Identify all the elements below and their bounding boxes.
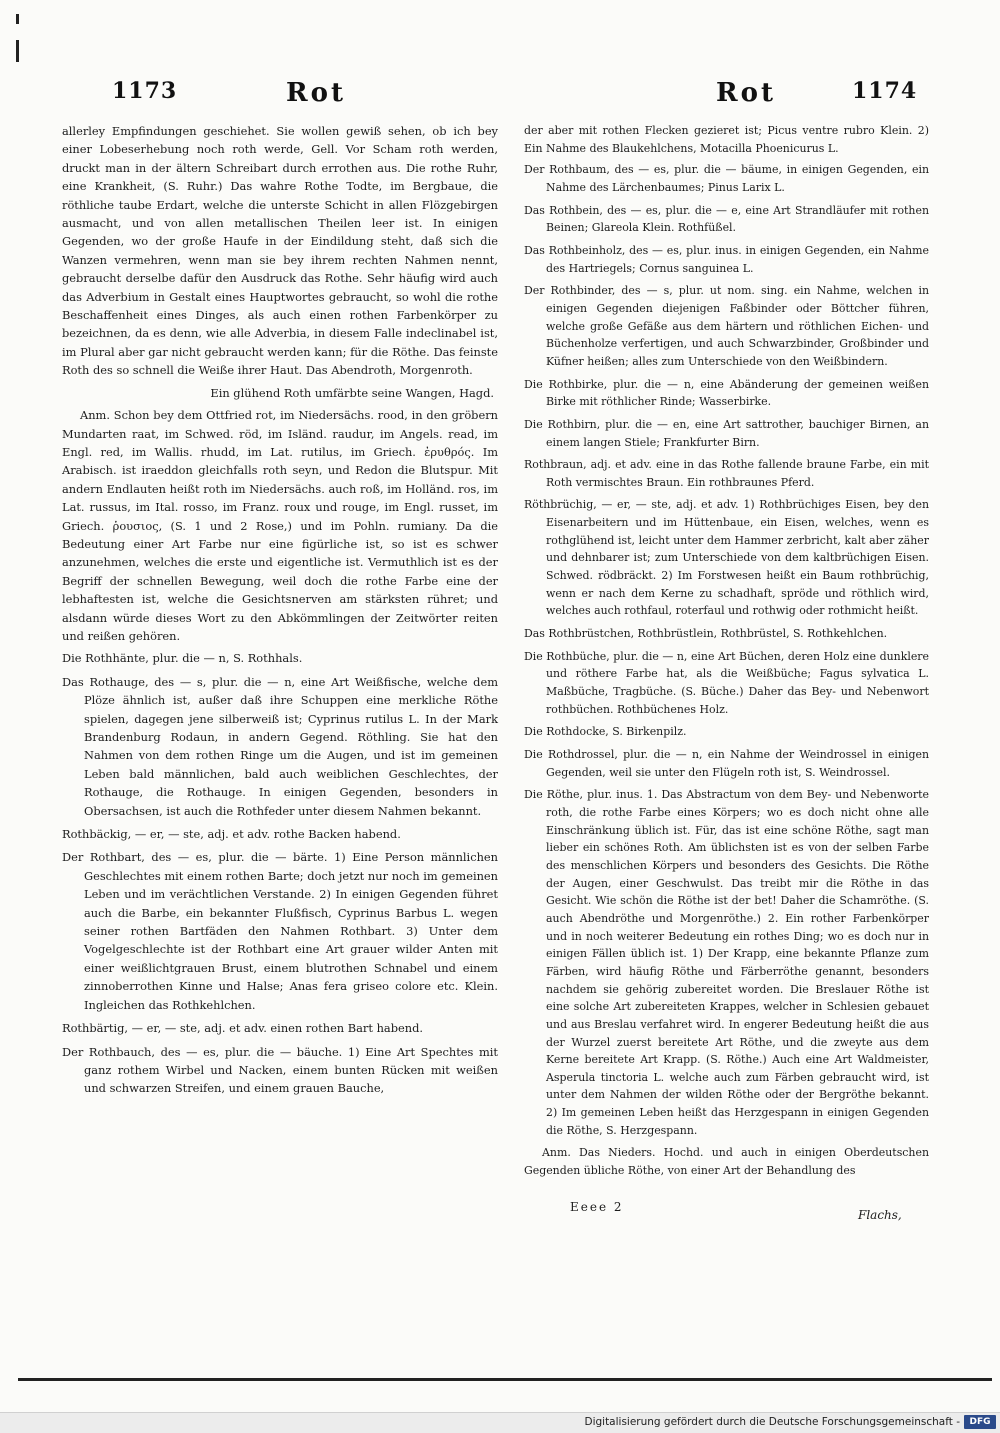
left-headword: Rot — [286, 78, 346, 108]
left-column-entry-paragraph: Rothbäckig, — er, — ste, adj. et adv. rothe Backen habend. — [62, 827, 401, 842]
right-column-entry-paragraph: Das Rothbeinholz, des — es, plur. inus. in einigen Gegenden, ein Nahme des Hartriegels; Cornus sanguinea L. — [524, 243, 929, 275]
left-column-quote-paragraph: Ein glühend Roth umfärbte seine Wangen, Hagd. — [210, 385, 494, 400]
dfg-logo-icon: DFG — [964, 1415, 996, 1429]
left-column-entry-paragraph: Der Rothbauch, des — es, plur. die — bäuche. 1) Eine Art Spechtes mit ganz rothem Wirbel und Nacken, einem bunten Rücken mit weißen und schwarzen Streifen, und einem grauen Bauche, — [62, 1044, 498, 1096]
right-column-indent-paragraph: Anm. Das Nieders. Hochd. und auch in einigen Oberdeutschen Gegenden übliche Röthe, von einer Art der Behandlung des — [524, 1146, 929, 1178]
left-column-entry-paragraph: Rothbärtig, — er, — ste, adj. et adv. einen rothen Bart habend. — [62, 1021, 423, 1036]
binding-mark-top — [16, 14, 19, 24]
left-column-entry-paragraph: Das Rothauge, des — s, plur. die — n, eine Art Weißfische, welche dem Plöze ähnlich ist, außer daß ihre Schuppen eine merkliche Röthe spielen, dagegen jene silberweiß ist; Cyprinus rutilus L. In der Mark Brandenburg Rodaun, in andern Gegend. Röthling. Sie hat den Nahmen von dem rothen Ringe um die Augen, und ist im gemeinen Leben bald männlichen, bald auch weiblichen Geschlechtes, der Rothauge, die Rothauge. In einigen Gegenden, besonders in Obersachsen, ist auch die Rothfeder unter diesem Nahmen bekannt. — [62, 674, 498, 818]
right-headword: Rot — [716, 78, 776, 108]
right-column-entry-paragraph: Die Rothbirn, plur. die — en, eine Art sattrother, bauchiger Birnen, an einem langen Stiele; Frankfurter Birn. — [524, 417, 929, 449]
right-column — [524, 122, 929, 1184]
signature-mark: Eeee 2 — [570, 1200, 624, 1214]
right-column-cont-paragraph: der aber mit rothen Flecken gezieret ist; Picus ventre rubro Klein. 2) Ein Nahme des Blaukehlchens, Motacilla Phoenicurus L. — [524, 124, 929, 155]
right-column-entry-paragraph: Die Rothdocke, S. Birkenpilz. — [524, 725, 687, 739]
right-column-entry-paragraph: Die Rothdrossel, plur. die — n, ein Nahme der Weindrossel in einigen Gegenden, weil sie unter den Flügeln roth ist, S. Weindrossel. — [524, 748, 929, 779]
left-column-entry-paragraph: Der Rothbart, des — es, plur. die — bärte. 1) Eine Person männlichen Geschlechtes mit einem rothen Barte; doch jetzt nur noch im gemeinen Leben und im verächtlichen Verstande. 2) In einigen Gegenden führet auch die Barbe, ein bekannter Flußfisch, Cyprinus Barbus L. wegen seiner rothen Bartfäden den Nahmen Rothbart. 3) Unter dem Vogelgeschlechte ist der Rothbart eine Art grauer wilder Anten mit einer weißlichtgrauen Brust, einem blutrothen Schnabel und einem zinnoberrothen Kinne und Halse; Anas fera griseo colore etc. Klein. Ingleichen das Rothkehlchen. — [62, 850, 498, 1012]
right-column-entry-paragraph: Die Rothbüche, plur. die — n, eine Art Büchen, deren Holz eine dunklere und röthere Farbe hat, als die Weißbüche; Fagus sylvatica L. Maßbüche, Tragbüche. (S. Büche.) Daher das Bey- und Nebenwort rothbüchen. Rothbüchenes Holz. — [524, 649, 929, 716]
left-column-indent-paragraph: Anm. Schon bey dem Ottfried rot, im Niedersächs. rood, in den gröbern Mundarten raat, im Schwed. röd, im Isländ. raudur, im Angels. read, im Engl. red, im Wallis. rhudd, im Lat. rutilus, im Griech. ἐρυθρός. Im Arabisch. ist iraeddon gleichfalls roth seyn, und Redon die Blutspur. Mit andern Endlauten heißt roth im Niedersächs. auch roß, im Holländ. ros, im Lat. russus, im Ital. rosso, im Franz. roux und rouge, im Engl. russet, im Griech. ῥουσιος, (S. 1 und 2 Rose,) und im Pohln. rumiany. Da die Bedeutung einer Art Farbe nur eine figürliche ist, so ist es schwer anzunehmen, welches die erste und eigentliche ist. Vermuthlich ist es der Begriff der schnellen Bewegung, weil doch die rothe Farbe eine der lebhaftesten ist, welche die Gesichtsnerven am stärksten rühret; und alsdann würde dieses Wort zu den Abkömmlingen der Zeitwörter reiten und reißen gehören. — [62, 408, 498, 643]
left-column-entry-paragraph: Die Rothhänte, plur. die — n, S. Rothhals. — [62, 651, 303, 666]
right-page-number: 1174 — [852, 78, 918, 104]
right-column-entry-paragraph: Das Rothbein, des — es, plur. die — e, eine Art Strandläufer mit rothen Beinen; Glareola Klein. Rothfüßel. — [524, 203, 929, 235]
right-column-entry-paragraph: Der Rothbinder, des — s, plur. ut nom. sing. ein Nahme, welchen in einigen Gegenden diejenigen Faßbinder oder Böttcher führen, welche große Gefäße aus dem härtern und röthlichen Eichen- und Büchenholze verfertigen, und auch Schwarzbinder, Großbinder und Küfner heißen; alles zum Unterschiede von den Weißbindern. — [524, 284, 929, 368]
binding-mark-lower — [16, 40, 19, 62]
bottom-rule — [18, 1378, 992, 1381]
catchword: Flachs, — [858, 1208, 902, 1222]
right-column-entry-paragraph: Röthbrüchig, — er, — ste, adj. et adv. 1) Rothbrüchiges Eisen, bey den Eisenarbeitern und im Hüttenbaue, ein Eisen, welches, wenn es rothglühend ist, leicht unter dem Hammer zerbricht, kalt aber zäher und dehnbarer ist; zum Unterschiede von dem kaltbrüchigen Eisen. Schwed. rödbräckt. 2) Im Forstwesen heißt ein Baum rothbrüchig, wenn er nach dem Kerne zu schadhaft, spröde und röthlich wird, welches auch rothfaul, roterfaul und rothwig oder rothmicht heißt. — [524, 498, 929, 618]
left-column — [62, 122, 498, 1103]
right-column-entry-paragraph: Das Rothbrüstchen, Rothbrüstlein, Rothbrüstel, S. Rothkehlchen. — [524, 627, 888, 641]
right-column-entry-paragraph: Die Röthe, plur. inus. 1. Das Abstractum von dem Bey- und Nebenworte roth, die rothe Farbe eines Körpers; wo es doch nicht ohne alle Einschränkung üblich ist. Für, das ist eine schöne Röthe, sagt man lieber ein schönes Roth. Am üblichsten ist es von der selben Farbe des menschlichen Körpers und besonders des Gesichts. Die Röthe der Augen, einer Geschwulst. Das treibt mir die Röthe in das Gesicht. Wie schön die Röthe ist der bet! Daher die Schamröthe. (S. auch Abendröthe und Morgenröthe.) 2. Ein rother Farbenkörper und in noch weiterer Bedeutung ein rothes Ding; wo es doch nur in einigen Fällen üblich ist. 1) Der Krapp, eine bekannte Pflanze zum Färben, wird häufig Röthe und Färberröthe genannt, besonders nachdem sie gehörig zubereitet worden. Die Breslauer Röthe ist eine solche Art zubereiteten Krappes, welcher in Schlesien gebauet und aus Breslau verfahret wird. In engerer Bedeutung heißt die aus der Wurzel zuerst bereitete Art Röthe, und die zweyte aus dem Kerne bereitete Art Krapp. (S. Röthe.) Auch eine Art Waldmeister, Asperula tinctoria L. welche auch zum Färben gebraucht wird, ist unter dem Nahmen der wilden Röthe oder der Bergröthe bekannt. 2) Im gemeinen Leben heißt das Herzgespann in einigen Gegenden die Röthe, S. Herzgespann. — [524, 788, 929, 1137]
right-column-entry-paragraph: Rothbraun, adj. et adv. eine in das Rothe fallende braune Farbe, ein mit Roth vermischtes Braun. Ein rothbraunes Pferd. — [524, 458, 929, 489]
right-column-entry-paragraph: Die Rothbirke, plur. die — n, eine Abänderung der gemeinen weißen Birke mit röthlicher Rinde; Wasserbirke. — [524, 377, 929, 409]
left-page-number: 1173 — [112, 78, 178, 104]
right-column-entry-paragraph: Der Rothbaum, des — es, plur. die — bäume, in einigen Gegenden, ein Nahme des Lärchenbaumes; Pinus Larix L. — [524, 163, 929, 194]
left-column-cont-paragraph: allerley Empfindungen geschiehet. Sie wollen gewiß sehen, ob ich bey einer Lobeserhebung noch roth werde, Gell. Vor Scham roth werden, druckt man in der ältern Schreibart durch errothen aus. Die rothe Ruhr, eine Krankheit, (S. Ruhr.) Das wahre Rothe Todte, im Bergbaue, die röthliche taube Erdart, welche die unterste Schicht in allen Flözgebirgen ausmacht, und von allen metallischen Theilen leer ist. In einigen Gegenden, wo der große Haufe in der Eindildung steht, daß sich die Wanzen vermehren, wenn man sie bey ihrem rechten Nahmen nennt, gebraucht derselbe dafür den Ausdruck das Rothe. Sehr häufig wird auch das Adverbium in Gestalt eines Hauptwortes gebraucht, so wohl die rothe Beschaffenheit eines Dinges, als auch einen rothen Farbenkörper zu bezeichnen, da es denn, wie alle Adverbia, in diesem Falle indeclinabel ist, im Plural aber gar nicht gebraucht werden kann; für die Röthe. Das feinste Roth des so schnell die Weiße ihrer Haut. Das Abendroth, Morgenroth. — [62, 124, 498, 378]
footer-credit: Digitalisierung gefördert durch die Deutsche Forschungsgemeinschaft - — [584, 1416, 960, 1428]
